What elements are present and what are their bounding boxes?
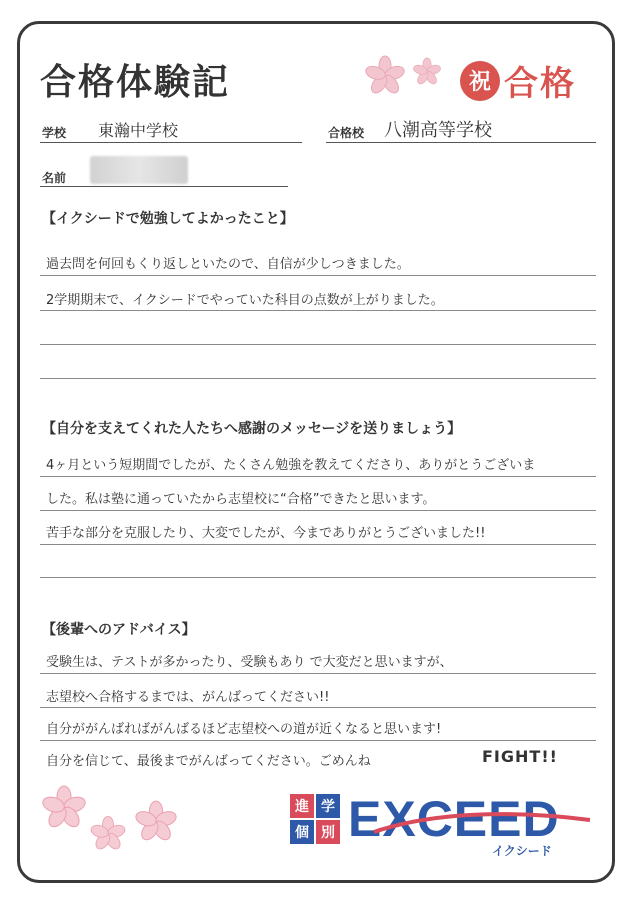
ruled-line	[40, 378, 596, 379]
iwai-badge: 祝	[460, 61, 500, 101]
congrats-stamp	[460, 56, 576, 105]
passed-school-value: 八潮高等学校	[384, 120, 492, 141]
school-label: 学校	[42, 126, 67, 140]
answer-line: した。私は塾に通っていたから志望校に“合格”できたと思います。	[46, 492, 436, 507]
ruled-line	[40, 344, 596, 345]
ruled-line	[40, 310, 596, 311]
logo-badge: 別	[316, 820, 340, 844]
ruled-line	[40, 707, 596, 708]
section-title-advice: 【後輩へのアドバイス】	[42, 622, 196, 638]
sakura-icon	[38, 782, 188, 862]
ruled-line	[40, 275, 596, 276]
logo-badge: 進	[290, 794, 314, 818]
answer-line: 過去問を何回もくり返しといたので、自信が少しつきました。	[46, 257, 410, 272]
passed-school-label: 合格校	[328, 126, 365, 140]
fight-text: FIGHT!!	[482, 747, 558, 766]
ruled-line	[40, 544, 596, 545]
section-title-good: 【イクシードで勉強してよかったこと】	[42, 211, 294, 227]
school-value: 東瀚中学校	[98, 121, 179, 140]
passed-school-underline	[326, 142, 596, 143]
ruled-line	[40, 740, 596, 741]
logo-wordmark: EXCEED	[348, 791, 560, 847]
logo-badges	[290, 794, 340, 844]
name-label: 名前	[42, 171, 67, 185]
ruled-line	[40, 510, 596, 511]
logo-badge: 学	[316, 794, 340, 818]
redacted-name	[90, 156, 188, 184]
answer-line: 自分を信じて、最後までがんばってください。ごめんね	[46, 754, 371, 769]
answer-line: 志望校へ合格するまでは、がんばってください!!	[46, 690, 330, 705]
sakura-icon	[365, 52, 455, 100]
ruled-line	[40, 673, 596, 674]
section-title-thanks: 【自分を支えてくれた人たちへ感謝のメッセージを送りましょう】	[42, 421, 462, 437]
logo-subtitle: イクシード	[492, 844, 552, 858]
answer-line: 4ヶ月という短期間でしたが、たくさん勉強を教えてくださり、ありがとうございま	[46, 458, 536, 473]
school-underline	[40, 142, 302, 143]
logo-badge: 個	[290, 820, 314, 844]
answer-line: 受験生は、テストが多かったり、受験もあり で大変だと思いますが、	[46, 655, 453, 670]
answer-line: 苦手な部分を克服したり、大変でしたが、今までありがとうございました!!	[46, 526, 486, 541]
swoosh-icon	[372, 808, 592, 838]
page-title: 合格体験記	[40, 62, 231, 103]
answer-line: 自分ががんばればがんばるほど志望校への道が近くなると思います!	[46, 722, 442, 737]
answer-line: 2学期期末で、イクシードでやっていた科目の点数が上がりました。	[46, 293, 444, 308]
ruled-line	[40, 577, 596, 578]
goukaku-text: 合格	[504, 64, 576, 104]
name-underline	[40, 186, 288, 187]
ruled-line	[40, 476, 596, 477]
